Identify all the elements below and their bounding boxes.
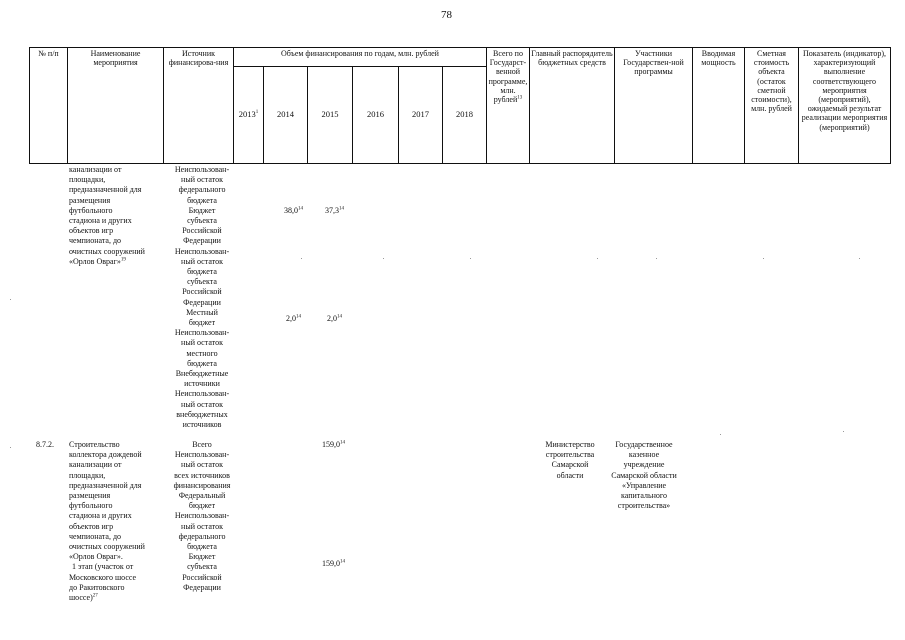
page-number: 78 (441, 9, 452, 21)
year-2016-header: 2016 (353, 67, 399, 164)
scan-speck (301, 258, 302, 259)
row-b-total-2015: 159,0$^{14}$ (322, 440, 345, 449)
col-participants-header: Участники Государствен-ной программы (615, 48, 693, 164)
col-cost-header: Сметная стоимость объекта (остаток сметной стоимости), млн. рублей (745, 48, 799, 164)
col-name-header: Наименование мероприятия (68, 48, 164, 164)
year-2015-header: 2015 (308, 67, 353, 164)
year-2013-header: 2013$^1$ (234, 67, 264, 164)
row-b-name: Строительство коллектора дождевой канализации от площадки, предназначенной для размещения футбольного стадиона и других объектов игр чемпионата, до очистных сооружений «Орлов Овраг». 1 этап (участок от Московского шоссе до Ракитовского шоссе)$^{27}$ (69, 440, 145, 603)
table-header (29, 47, 891, 164)
col-indicator-header: Показатель (индикатор), характеризующий выполнение соответствующего мероприятия (мероприятий), ожидаемый результат реализации мероприятия (мероприятий) (799, 48, 891, 164)
col-volume-header: Объем финансирования по годам, млн. рублей (234, 48, 487, 67)
row-b-sources: Всего Неиспользован- ный остаток всех источников финансирования Федеральный бюджет Неиспользован- ный остаток федерального бюджета Бюджет субъекта Российской Федерации (173, 440, 231, 592)
scan-speck (10, 447, 11, 448)
scan-speck (859, 258, 860, 259)
col-capacity-header: Вводимая мощность (693, 48, 745, 164)
scan-speck (763, 258, 764, 259)
col-num-header: № п/п (30, 48, 68, 164)
row-a-sources: Неиспользован- ный остаток федерального бюджета Бюджет субъекта Российской Федерации Неиспользован- ный остаток бюджета субъекта Российской Федерации Местный бюджет Неиспользован- ный остаток местного бюджета Внебюджетные источники Неиспользован- ный остаток внебюджетных источников (174, 165, 230, 430)
year-2017-header: 2017 (399, 67, 443, 164)
scan-speck (470, 258, 471, 259)
row-b-subject-2015: 159,0$^{14}$ (322, 559, 345, 568)
year-2014-header: 2014 (264, 67, 308, 164)
scan-speck (656, 258, 657, 259)
row-a-subject-2015: 37,3$^{14}$ (325, 206, 344, 215)
row-b-manager: Министерство строительства Самарской области (545, 440, 595, 480)
scan-speck (10, 299, 11, 300)
row-a-subject-2014: 38,0$^{14}$ (284, 206, 303, 215)
row-a-local-2015: $2,0^{14}$ (327, 314, 342, 323)
scan-speck (720, 434, 721, 435)
row-b-number: 8.7.2. (36, 440, 54, 449)
row-a-local-2014: $2,0^{14}$ (286, 314, 301, 323)
col-manager-header: Главный распорядитель бюджетных средств (530, 48, 615, 164)
row-b-participants: Государственное казенное учреждение Самарской области «Управление капитального строительства» (611, 440, 677, 511)
year-2018-header: 2018 (443, 67, 487, 164)
row-a-name: канализации от площадки, предназначенной для размещения футбольного стадиона и других объектов игр чемпионата, до очистных сооружений «Орлов Овраг»$^{19}$ (69, 165, 145, 266)
scan-speck (383, 258, 384, 259)
col-total-header: Всего по Государст-венной программе, млн. рублей$^{13}$ (487, 48, 530, 164)
col-source-header: Источник финансирова-ния (164, 48, 234, 164)
scan-speck (843, 431, 844, 432)
scan-speck (597, 258, 598, 259)
